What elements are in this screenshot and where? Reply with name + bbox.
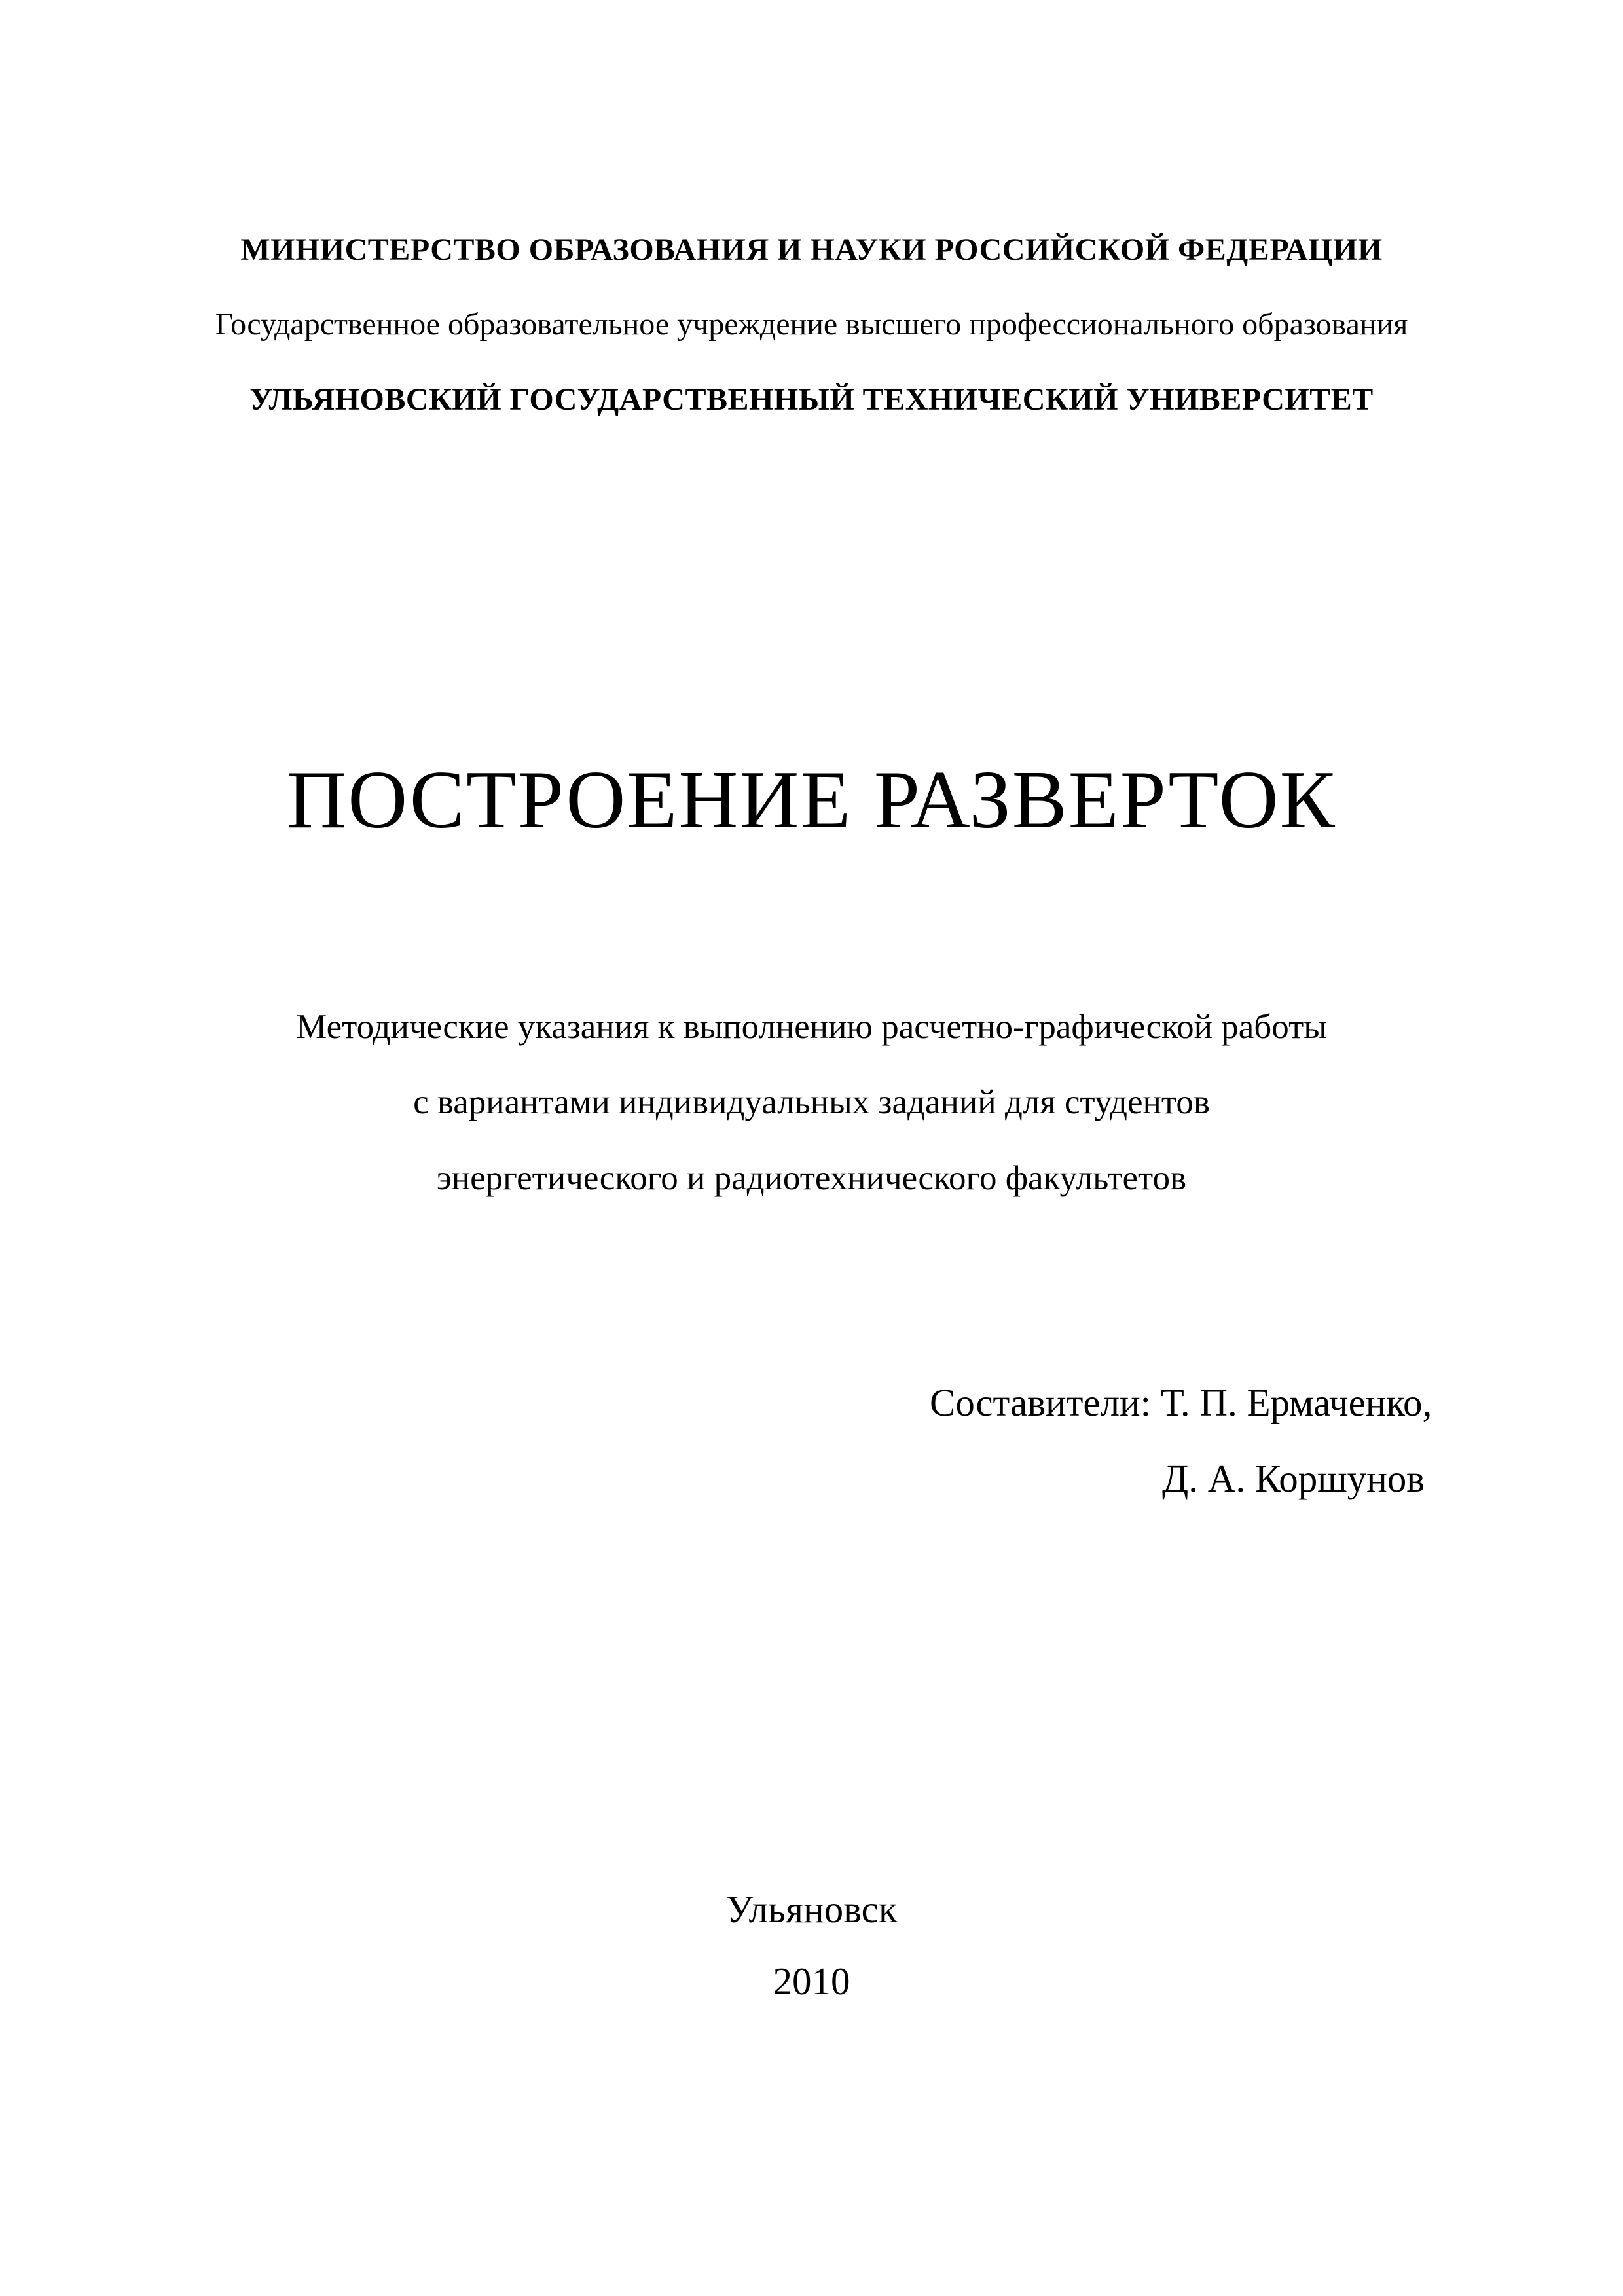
institution-type: Государственное образовательное учреждение высшего профессионального образования (215, 307, 1408, 342)
publication-year: 2010 (773, 1960, 850, 2003)
publication-city: Ульяновск (725, 1888, 898, 1931)
authors-block (930, 1365, 1506, 1516)
author-second: Д. А. Коршунов (1162, 1457, 1425, 1500)
document-title: ПОСТРОЕНИЕ РАЗВЕРТОК (287, 755, 1336, 846)
university-name: УЛЬЯНОВСКИЙ ГОСУДАРСТВЕННЫЙ ТЕХНИЧЕСКИЙ УНИВЕРСИТЕТ (249, 382, 1374, 417)
ministry-heading: МИНИСТЕРСТВО ОБРАЗОВАНИЯ И НАУКИ РОССИЙСКОЙ ФЕДЕРАЦИИ (240, 232, 1383, 267)
authors-label-first: Составители: Т. П. Ермаченко, (930, 1381, 1432, 1424)
subtitle-line-2: с вариантами индивидуальных заданий для студентов (413, 1083, 1210, 1121)
subtitle-line-1: Методические указания к выполнению расчетно-графической работы (296, 1008, 1327, 1046)
subtitle-line-3: энергетического и радиотехнического факультетов (436, 1159, 1186, 1197)
